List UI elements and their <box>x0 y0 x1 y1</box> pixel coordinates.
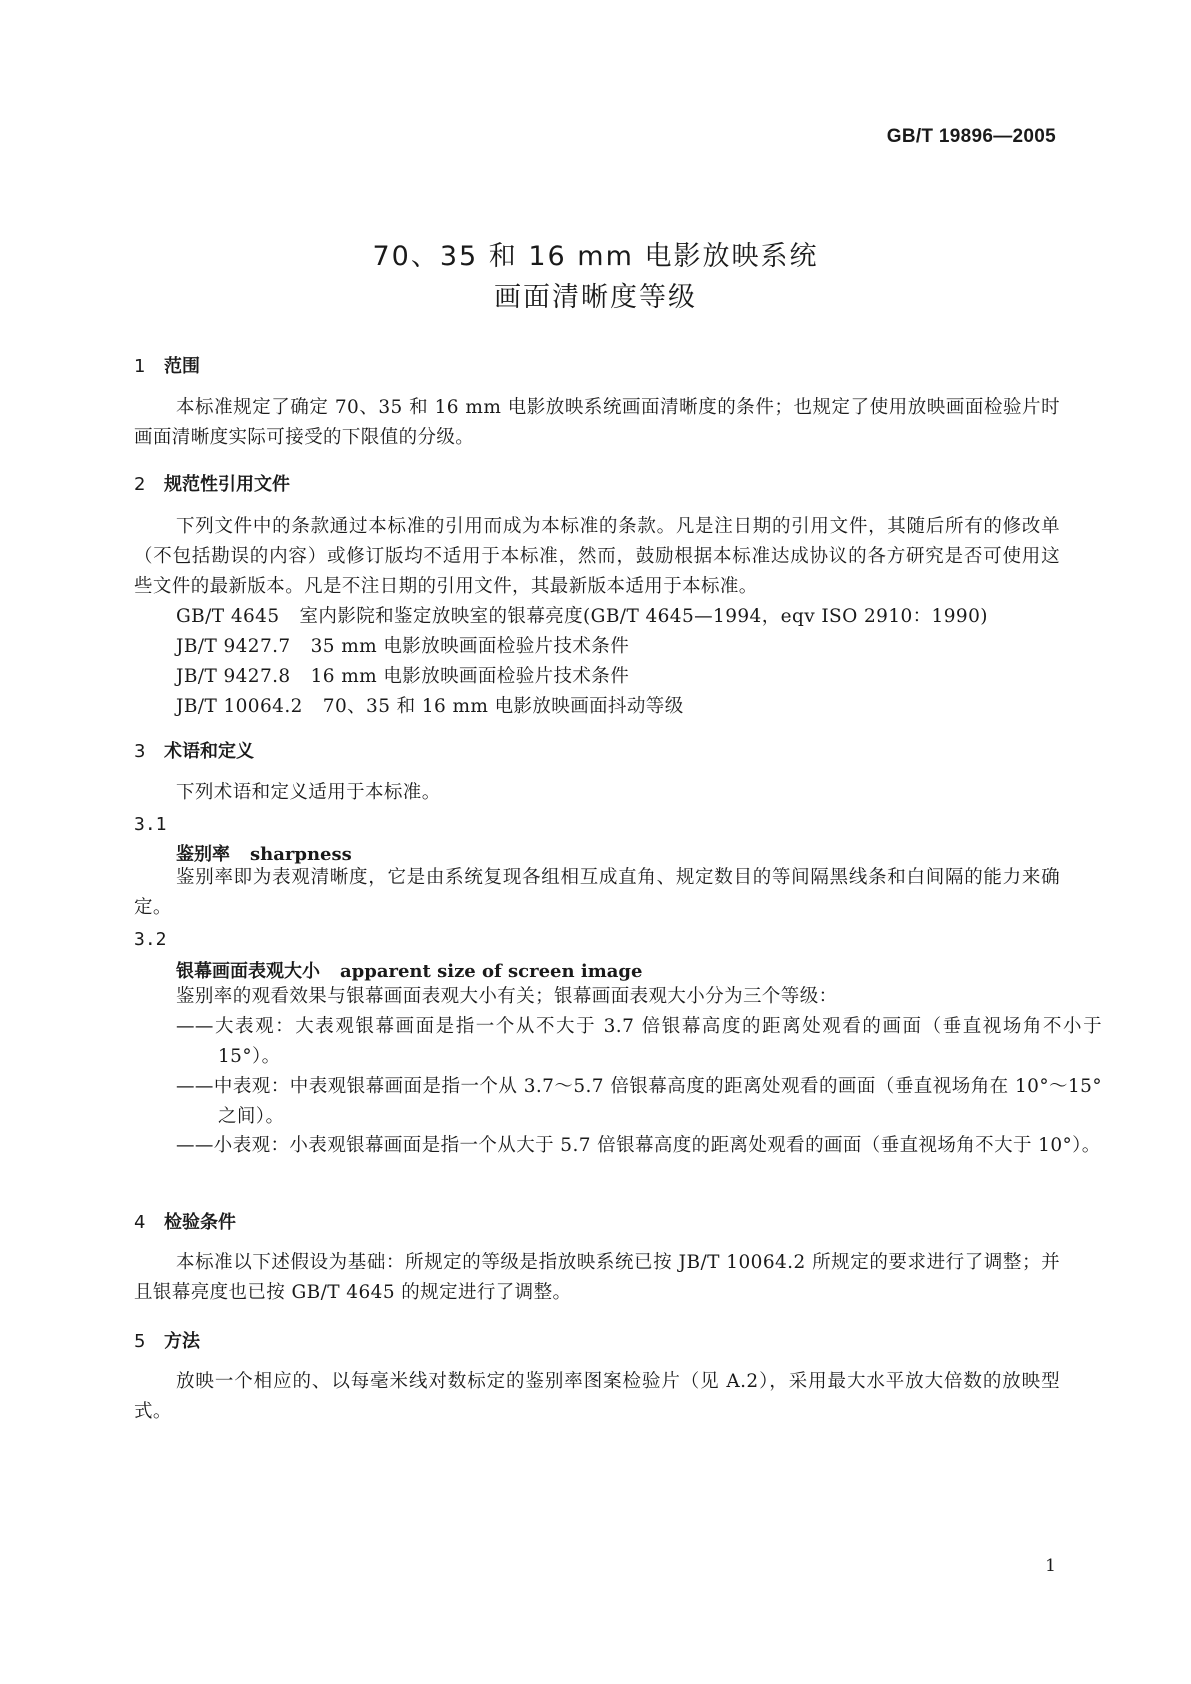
section-number: 3 <box>134 741 146 762</box>
section-title: 术语和定义 <box>164 741 254 762</box>
term-chinese: 鉴别率 <box>176 844 230 865</box>
reference-title: 16 mm 电影放映画面检验片技术条件 <box>310 666 630 687</box>
section-number: 4 <box>134 1212 146 1233</box>
reference-item <box>176 602 988 628</box>
list-item: ——大表观：大表观银幕画面是指一个从不大于 3.7 倍银幕高度的距离处观看的画面（垂直视场角不小于 15°）。 <box>176 1016 1102 1067</box>
standard-code: GB/T 19896—2005 <box>886 126 1056 147</box>
reference-item <box>176 662 629 688</box>
section-3-paragraph: 下列术语和定义适用于本标准。 <box>176 782 441 803</box>
list-item: ——中表观：中表观银幕画面是指一个从 3.7～5.7 倍银幕高度的距离处观看的画面（垂直视场角在 10°～15°之间）。 <box>176 1076 1102 1127</box>
section-1-paragraph: 本标准规定了确定 70、35 和 16 mm 电影放映系统画面清晰度的条件；也规定了使用放映画面检验片时画面清晰度实际可接受的下限值的分级。 <box>134 397 1060 448</box>
section-title: 方法 <box>164 1331 200 1352</box>
document-title-line2: 画面清晰度等级 <box>494 282 697 313</box>
section-title: 规范性引用文件 <box>164 474 290 495</box>
section-5-paragraph: 放映一个相应的、以每毫米线对数标定的鉴别率图案检验片（见 A.2），采用最大水平放大倍数的放映型式。 <box>134 1371 1060 1422</box>
section-title: 范围 <box>164 356 200 377</box>
reference-code: JB/T 10064.2 <box>176 696 303 717</box>
page-number: 1 <box>1045 1556 1056 1576</box>
term-english: apparent size of screen image <box>340 961 643 982</box>
term-chinese: 银幕画面表观大小 <box>176 961 320 982</box>
section-number: 5 <box>134 1331 146 1352</box>
term-definition: 鉴别率的观看效果与银幕画面表观大小有关；银幕画面表观大小分为三个等级： <box>176 986 838 1007</box>
section-title: 检验条件 <box>164 1212 236 1233</box>
section-number: 2 <box>134 474 146 495</box>
section-2-heading <box>134 470 290 496</box>
reference-item <box>176 692 684 718</box>
section-2-paragraph: 下列文件中的条款通过本标准的引用而成为本标准的条款。凡是注日期的引用文件，其随后所有的修改单（不包括勘误的内容）或修订版均不适用于本标准，然而，鼓励根据本标准达成协议的各方研究是否可使用这些文件的最新版本。凡是不注日期的引用文件，其最新版本适用于本标准。 <box>134 516 1060 597</box>
reference-code: JB/T 9427.8 <box>176 666 291 687</box>
reference-item <box>176 632 629 658</box>
reference-title: 70、35 和 16 mm 电影放映画面抖动等级 <box>322 696 684 717</box>
section-3-heading <box>134 737 254 763</box>
subclause-number: 3.2 <box>134 929 167 950</box>
section-4-paragraph: 本标准以下述假设为基础：所规定的等级是指放映系统已按 JB/T 10064.2 所规定的要求进行了调整；并且银幕亮度也已按 GB/T 4645 的规定进行了调整。 <box>134 1252 1060 1303</box>
reference-code: GB/T 4645 <box>176 606 280 627</box>
section-4-heading <box>134 1208 236 1234</box>
subclause-number: 3.1 <box>134 814 167 835</box>
term-heading <box>176 957 642 983</box>
reference-code: JB/T 9427.7 <box>176 636 291 657</box>
section-1-heading <box>134 352 200 378</box>
section-number: 1 <box>134 356 146 377</box>
term-english: sharpness <box>250 844 352 865</box>
section-5-heading <box>134 1327 200 1353</box>
reference-title: 室内影院和鉴定放映室的银幕亮度(GB/T 4645—1994，eqv ISO 2910：1990) <box>299 606 988 627</box>
document-title-line1: 70、35 和 16 mm 电影放映系统 <box>372 241 819 272</box>
reference-title: 35 mm 电影放映画面检验片技术条件 <box>310 636 630 657</box>
term-definition: 鉴别率即为表观清晰度，它是由系统复现各组相互成直角、规定数目的等间隔黑线条和白间隔的能力来确定。 <box>134 867 1060 918</box>
list-item: ——小表观：小表观银幕画面是指一个从大于 5.7 倍银幕高度的距离处观看的画面（垂直视场角不大于 10°）。 <box>176 1135 1101 1156</box>
